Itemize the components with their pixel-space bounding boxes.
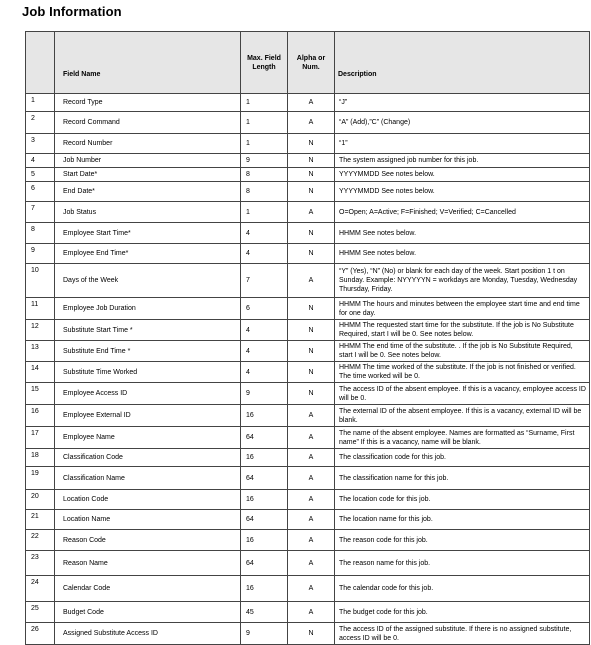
alpha-num-cell: A	[288, 112, 335, 134]
table-row	[26, 244, 590, 264]
description-cell: HHMM The hours and minutes between the employee start time and end time for one day.	[335, 298, 590, 320]
description-cell: HHMM The end time of the substitute. . If the job is No Substitute Required, start I will be 0. See notes below.	[335, 341, 590, 362]
field-name-cell: Job Number	[55, 154, 241, 168]
alpha-num-cell: N	[288, 298, 335, 320]
alpha-num-cell: N	[288, 320, 335, 341]
max-length-cell: 4	[241, 223, 288, 244]
table-row	[26, 134, 590, 154]
max-length-cell: 6	[241, 298, 288, 320]
table-row	[26, 467, 590, 490]
row-number-cell: 19	[26, 467, 55, 490]
description-cell: YYYYMMDD See notes below.	[335, 168, 590, 182]
row-number-cell: 14	[26, 362, 55, 383]
description-cell: The location code for this job.	[335, 490, 590, 510]
field-name-cell: Record Number	[55, 134, 241, 154]
field-name-cell: Substitute Time Worked	[55, 362, 241, 383]
alpha-num-cell: A	[288, 449, 335, 467]
table-row	[26, 510, 590, 530]
alpha-num-cell: A	[288, 202, 335, 223]
max-length-cell: 45	[241, 602, 288, 623]
row-number-cell: 21	[26, 510, 55, 530]
alpha-num-cell: A	[288, 510, 335, 530]
alpha-num-cell: A	[288, 405, 335, 427]
field-name-cell: Job Status	[55, 202, 241, 223]
table-row	[26, 320, 590, 341]
field-name-cell: Employee Start Time*	[55, 223, 241, 244]
row-number-cell: 24	[26, 576, 55, 602]
table-row	[26, 112, 590, 134]
field-name-cell: Employee End Time*	[55, 244, 241, 264]
field-name-cell: Assigned Substitute Access ID	[55, 623, 241, 645]
alpha-num-cell: N	[288, 182, 335, 202]
table-row	[26, 530, 590, 551]
row-number-cell: 11	[26, 298, 55, 320]
alpha-num-cell: A	[288, 551, 335, 576]
alpha-num-cell: A	[288, 467, 335, 490]
alpha-num-cell: N	[288, 134, 335, 154]
description-cell: The location name for this job.	[335, 510, 590, 530]
field-name-cell: Substitute End Time *	[55, 341, 241, 362]
description-cell: The access ID of the assigned substitute. If there is no assigned substitute, access ID will be 0.	[335, 623, 590, 645]
table-row	[26, 154, 590, 168]
description-cell: The name of the absent employee. Names are formatted as “Surname, First name” If this is a vacancy, name will be blank.	[335, 427, 590, 449]
field-name-cell: Employee Access ID	[55, 383, 241, 405]
row-number-cell: 6	[26, 182, 55, 202]
row-number-cell: 5	[26, 168, 55, 182]
table-row	[26, 223, 590, 244]
row-number-cell: 17	[26, 427, 55, 449]
alpha-num-cell: N	[288, 154, 335, 168]
max-length-cell: 1	[241, 94, 288, 112]
table-row	[26, 576, 590, 602]
description-cell: HHMM The time worked of the substitute. If the job is not finished or verified. The time worked will be 0.	[335, 362, 590, 383]
table-body	[26, 94, 590, 645]
header-alpha-or-num: Alpha or Num.	[288, 32, 335, 94]
max-length-cell: 64	[241, 510, 288, 530]
field-name-cell: Start Date*	[55, 168, 241, 182]
description-cell: HHMM The requested start time for the substitute. If the job is No Substitute Required, start I will be 0. See notes below.	[335, 320, 590, 341]
description-cell: The reason code for this job.	[335, 530, 590, 551]
row-number-cell: 16	[26, 405, 55, 427]
max-length-cell: 4	[241, 341, 288, 362]
alpha-num-cell: A	[288, 576, 335, 602]
row-number-cell: 23	[26, 551, 55, 576]
description-cell: The access ID of the absent employee. If this is a vacancy, employee access ID will be 0.	[335, 383, 590, 405]
max-length-cell: 9	[241, 383, 288, 405]
description-cell: The system assigned job number for this job.	[335, 154, 590, 168]
max-length-cell: 4	[241, 320, 288, 341]
row-number-cell: 20	[26, 490, 55, 510]
alpha-num-cell: N	[288, 383, 335, 405]
description-cell: The external ID of the absent employee. If this is a vacancy, external ID will be blank.	[335, 405, 590, 427]
alpha-num-cell: N	[288, 341, 335, 362]
table-row	[26, 449, 590, 467]
max-length-cell: 16	[241, 576, 288, 602]
table-row	[26, 94, 590, 112]
row-number-cell: 1	[26, 94, 55, 112]
max-length-cell: 1	[241, 112, 288, 134]
max-length-cell: 1	[241, 202, 288, 223]
description-cell: The classification code for this job.	[335, 449, 590, 467]
field-name-cell: Record Type	[55, 94, 241, 112]
field-name-cell: End Date*	[55, 182, 241, 202]
field-name-cell: Classification Code	[55, 449, 241, 467]
description-cell: The classification name for this job.	[335, 467, 590, 490]
row-number-cell: 9	[26, 244, 55, 264]
alpha-num-cell: A	[288, 427, 335, 449]
row-number-cell: 7	[26, 202, 55, 223]
description-cell: The budget code for this job.	[335, 602, 590, 623]
row-number-cell: 22	[26, 530, 55, 551]
description-cell: “A” (Add),”C” (Change)	[335, 112, 590, 134]
table-row	[26, 298, 590, 320]
description-cell: YYYYMMDD See notes below.	[335, 182, 590, 202]
field-name-cell: Location Name	[55, 510, 241, 530]
table-row	[26, 341, 590, 362]
max-length-cell: 1	[241, 134, 288, 154]
table-row	[26, 383, 590, 405]
max-length-cell: 16	[241, 530, 288, 551]
alpha-num-cell: N	[288, 244, 335, 264]
alpha-num-cell: N	[288, 362, 335, 383]
description-cell: “Y” (Yes), “N” (No) or blank for each day of the week. Start position 1 t on Sunday. Example: NYYYYYN = workdays are Monday, Tuesday, Wednesday Thursday, Friday.	[335, 264, 590, 298]
alpha-num-cell: A	[288, 264, 335, 298]
table-row	[26, 182, 590, 202]
max-length-cell: 16	[241, 490, 288, 510]
description-cell: HHMM See notes below.	[335, 223, 590, 244]
alpha-num-cell: A	[288, 602, 335, 623]
row-number-cell: 10	[26, 264, 55, 298]
alpha-num-cell: A	[288, 94, 335, 112]
row-number-cell: 13	[26, 341, 55, 362]
description-cell: O=Open; A=Active; F=Finished; V=Verified; C=Cancelled	[335, 202, 590, 223]
field-name-cell: Employee External ID	[55, 405, 241, 427]
field-name-cell: Substitute Start Time *	[55, 320, 241, 341]
table-row	[26, 427, 590, 449]
row-number-cell: 4	[26, 154, 55, 168]
row-number-cell: 26	[26, 623, 55, 645]
field-name-cell: Employee Job Duration	[55, 298, 241, 320]
table-row	[26, 602, 590, 623]
field-name-cell: Record Command	[55, 112, 241, 134]
description-cell: HHMM See notes below.	[335, 244, 590, 264]
description-cell: The reason name for this job.	[335, 551, 590, 576]
alpha-num-cell: A	[288, 530, 335, 551]
max-length-cell: 7	[241, 264, 288, 298]
description-cell: “1”	[335, 134, 590, 154]
job-information-table	[25, 31, 590, 645]
table-row	[26, 405, 590, 427]
max-length-cell: 64	[241, 427, 288, 449]
max-length-cell: 64	[241, 467, 288, 490]
max-length-cell: 4	[241, 362, 288, 383]
header-max-field-length: Max. Field Length	[241, 32, 288, 94]
alpha-num-cell: N	[288, 223, 335, 244]
table-row	[26, 168, 590, 182]
table-header-row	[26, 32, 590, 94]
max-length-cell: 9	[241, 154, 288, 168]
field-name-cell: Employee Name	[55, 427, 241, 449]
table-row	[26, 202, 590, 223]
max-length-cell: 64	[241, 551, 288, 576]
description-cell: “J”	[335, 94, 590, 112]
max-length-cell: 8	[241, 168, 288, 182]
row-number-cell: 15	[26, 383, 55, 405]
row-number-cell: 3	[26, 134, 55, 154]
header-description: Description	[335, 32, 590, 94]
field-name-cell: Location Code	[55, 490, 241, 510]
field-name-cell: Budget Code	[55, 602, 241, 623]
row-number-cell: 12	[26, 320, 55, 341]
row-number-cell: 2	[26, 112, 55, 134]
header-field-name: Field Name	[55, 32, 241, 94]
row-number-cell: 8	[26, 223, 55, 244]
row-number-cell: 18	[26, 449, 55, 467]
field-name-cell: Days of the Week	[55, 264, 241, 298]
table-row	[26, 551, 590, 576]
alpha-num-cell: N	[288, 168, 335, 182]
field-name-cell: Reason Code	[55, 530, 241, 551]
table-row	[26, 490, 590, 510]
max-length-cell: 4	[241, 244, 288, 264]
alpha-num-cell: N	[288, 623, 335, 645]
table-row	[26, 264, 590, 298]
alpha-num-cell: A	[288, 490, 335, 510]
row-number-cell: 25	[26, 602, 55, 623]
table-row	[26, 362, 590, 383]
description-cell: The calendar code for this job.	[335, 576, 590, 602]
max-length-cell: 16	[241, 405, 288, 427]
field-name-cell: Calendar Code	[55, 576, 241, 602]
max-length-cell: 16	[241, 449, 288, 467]
field-name-cell: Classification Name	[55, 467, 241, 490]
field-name-cell: Reason Name	[55, 551, 241, 576]
page-title: Job Information	[22, 4, 122, 19]
header-row-number	[26, 32, 55, 94]
max-length-cell: 8	[241, 182, 288, 202]
max-length-cell: 9	[241, 623, 288, 645]
